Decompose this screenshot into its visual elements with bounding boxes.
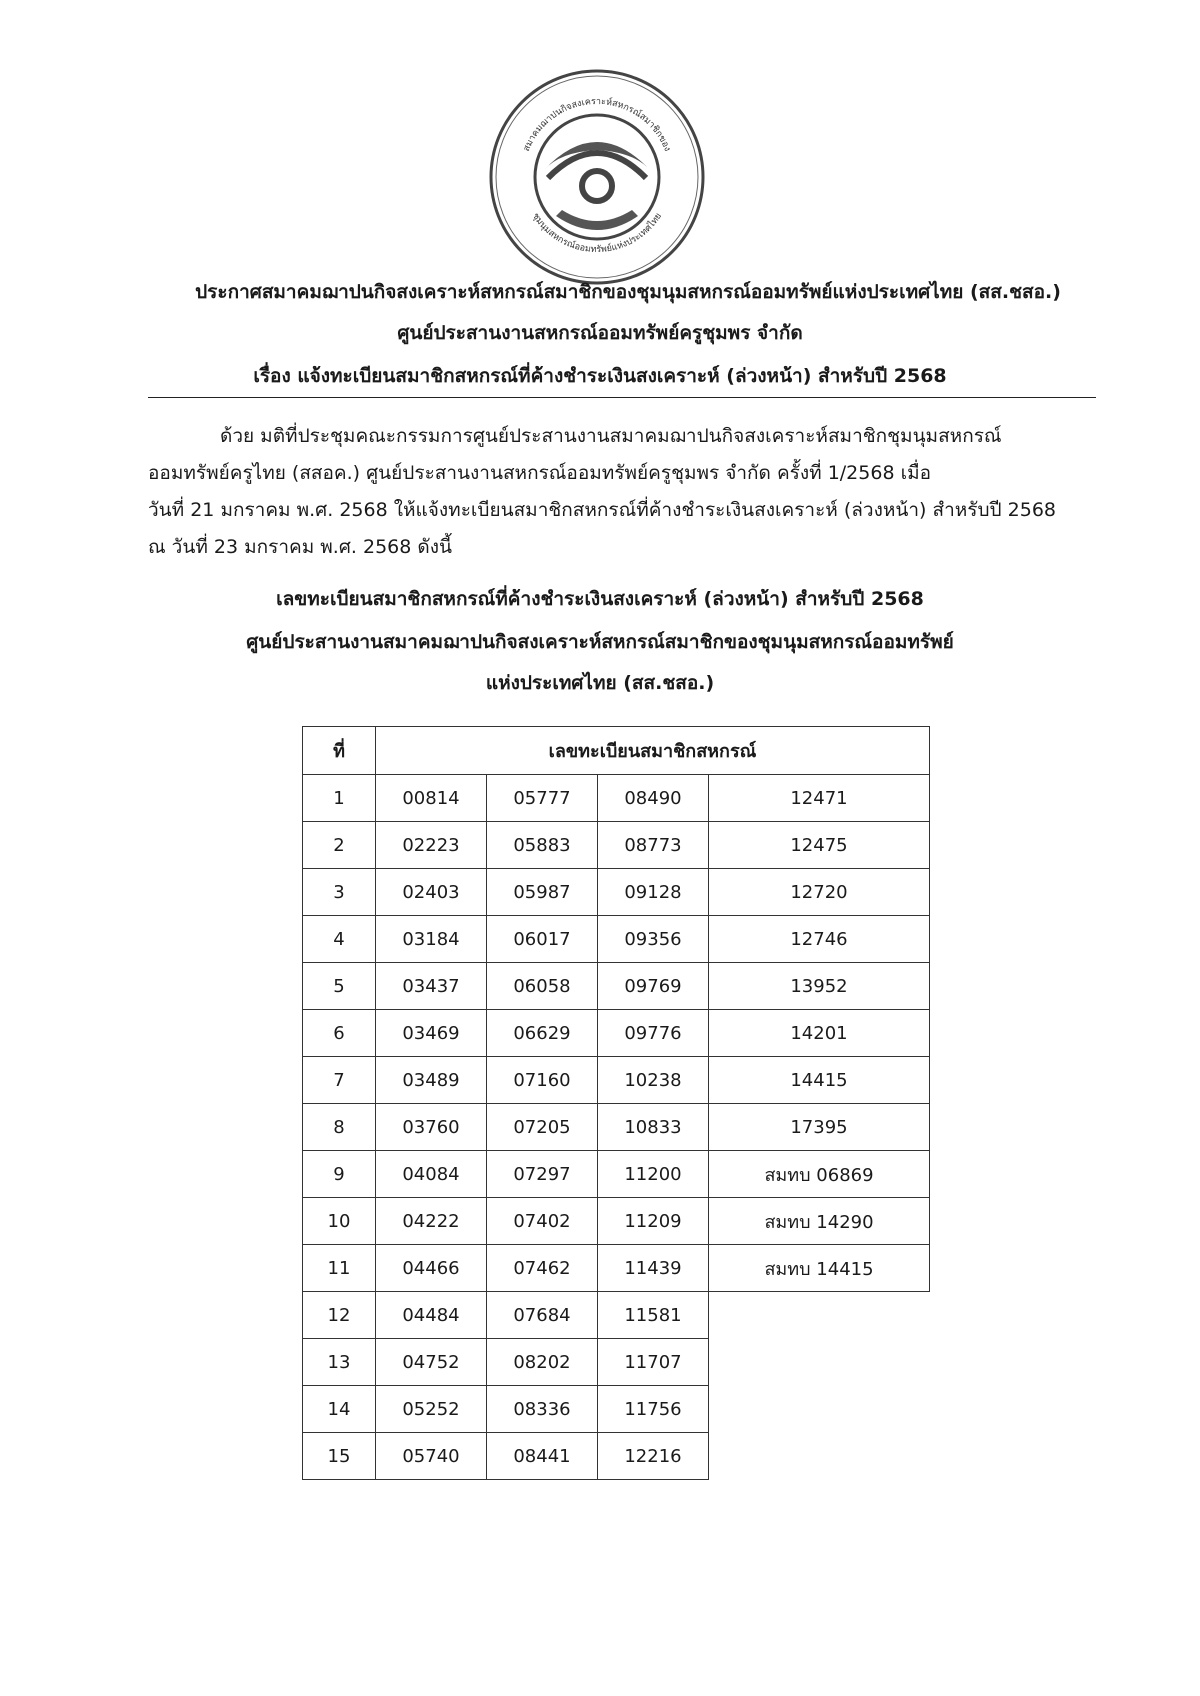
table-row xyxy=(303,1245,930,1292)
table-row xyxy=(303,1010,930,1057)
announcement-title: ประกาศสมาคมฌาปนกิจสงเคราะห์สหกรณ์สมาชิกของชุมนุมสหกรณ์ออมทรัพย์แห่งประเทศไทย (สส.ชสอ.) xyxy=(195,281,1061,303)
table-heading: แห่งประเทศไทย (สส.ชสอ.) xyxy=(485,672,715,694)
announcement-subject: เรื่อง แจ้งทะเบียนสมาชิกสหกรณ์ที่ค้างชำระเงินสงเคราะห์ (ล่วงหน้า) สำหรับปี 2568 xyxy=(253,365,947,387)
body-line: ณ วันที่ 23 มกราคม พ.ศ. 2568 ดังนี้ xyxy=(148,536,452,558)
member-id-cell: 13952 xyxy=(709,963,930,1010)
member-id-cell: 03437 xyxy=(376,963,487,1010)
member-id-cell: 07205 xyxy=(487,1104,598,1151)
header-divider xyxy=(148,397,1096,398)
member-id-cell: สมทบ 14415 xyxy=(709,1245,930,1292)
member-id-cell: 05740 xyxy=(376,1433,487,1480)
member-id-cell: 03489 xyxy=(376,1057,487,1104)
member-id-cell: 05883 xyxy=(487,822,598,869)
member-id-cell: 03469 xyxy=(376,1010,487,1057)
row-number-cell: 13 xyxy=(303,1339,376,1386)
member-id-cell: 10833 xyxy=(598,1104,709,1151)
member-id-cell: 06058 xyxy=(487,963,598,1010)
svg-text:ชุมนุมสหกรณ์ออมทรัพย์แห่งประเท: ชุมนุมสหกรณ์ออมทรัพย์แห่งประเทศไทย xyxy=(529,211,665,256)
member-id-cell: 04752 xyxy=(376,1339,487,1386)
svg-text:สมาคมฌาปนกิจสงเคราะห์สหกรณ์สมา: สมาคมฌาปนกิจสงเคราะห์สหกรณ์สมาชิกของ xyxy=(521,96,673,153)
member-id-cell: 11707 xyxy=(598,1339,709,1386)
member-id-cell: 08441 xyxy=(487,1433,598,1480)
table-row xyxy=(303,822,930,869)
table-row xyxy=(303,1151,930,1198)
table-header-row xyxy=(303,727,930,775)
member-id-cell: 07297 xyxy=(487,1151,598,1198)
member-id-cell: 09356 xyxy=(598,916,709,963)
member-id-cell: 09769 xyxy=(598,963,709,1010)
row-number-cell: 6 xyxy=(303,1010,376,1057)
announcement-office: ศูนย์ประสานงานสหกรณ์ออมทรัพย์ครูชุมพร จำกัด xyxy=(397,322,803,344)
member-id-cell: 07402 xyxy=(487,1198,598,1245)
row-number-cell: 4 xyxy=(303,916,376,963)
row-number-cell: 11 xyxy=(303,1245,376,1292)
member-id-cell: 11439 xyxy=(598,1245,709,1292)
table-row xyxy=(303,1198,930,1245)
member-id-cell: 08202 xyxy=(487,1339,598,1386)
member-id-cell xyxy=(709,1386,930,1433)
member-id-cell: 09128 xyxy=(598,869,709,916)
member-id-cell: 02223 xyxy=(376,822,487,869)
member-id-cell: 14415 xyxy=(709,1057,930,1104)
member-id-cell: 12720 xyxy=(709,869,930,916)
row-number-cell: 10 xyxy=(303,1198,376,1245)
member-id-cell: 08336 xyxy=(487,1386,598,1433)
body-line: ออมทรัพย์ครูไทย (สสอค.) ศูนย์ประสานงานสหกรณ์ออมทรัพย์ครูชุมพร จำกัด ครั้งที่ 1/2568 เมื่อ xyxy=(148,462,932,484)
table-heading: ศูนย์ประสานงานสมาคมฌาปนกิจสงเคราะห์สหกรณ์สมาชิกของชุมนุมสหกรณ์ออมทรัพย์ xyxy=(246,631,954,653)
member-id-cell: 08490 xyxy=(598,775,709,822)
association-seal-logo xyxy=(486,66,708,288)
table-row xyxy=(303,1386,930,1433)
member-id-cell: สมทบ 06869 xyxy=(709,1151,930,1198)
member-id-cell: 07462 xyxy=(487,1245,598,1292)
member-id-cell: 17395 xyxy=(709,1104,930,1151)
table-row xyxy=(303,869,930,916)
row-number-cell: 15 xyxy=(303,1433,376,1480)
table-row xyxy=(303,1433,930,1480)
member-registry-table xyxy=(302,726,930,1480)
row-number-cell: 3 xyxy=(303,869,376,916)
announcement-body xyxy=(148,418,1080,566)
member-id-cell: 00814 xyxy=(376,775,487,822)
member-id-cell: สมทบ 14290 xyxy=(709,1198,930,1245)
member-id-cell: 11756 xyxy=(598,1386,709,1433)
member-id-cell xyxy=(709,1339,930,1386)
member-id-cell: 12216 xyxy=(598,1433,709,1480)
member-id-cell: 14201 xyxy=(709,1010,930,1057)
member-id-cell: 07684 xyxy=(487,1292,598,1339)
member-id-cell: 10238 xyxy=(598,1057,709,1104)
member-id-cell: 04484 xyxy=(376,1292,487,1339)
member-id-cell: 07160 xyxy=(487,1057,598,1104)
member-id-cell xyxy=(709,1292,930,1339)
row-number-cell: 14 xyxy=(303,1386,376,1433)
member-id-cell xyxy=(709,1433,930,1480)
row-number-cell: 1 xyxy=(303,775,376,822)
member-id-cell: 02403 xyxy=(376,869,487,916)
member-id-cell: 05987 xyxy=(487,869,598,916)
header-member-ids: เลขทะเบียนสมาชิกสหกรณ์ xyxy=(376,727,930,775)
header-no: ที่ xyxy=(303,727,376,775)
table-row xyxy=(303,963,930,1010)
row-number-cell: 8 xyxy=(303,1104,376,1151)
row-number-cell: 7 xyxy=(303,1057,376,1104)
member-id-cell: 04084 xyxy=(376,1151,487,1198)
body-line: ด้วย มติที่ประชุมคณะกรรมการศูนย์ประสานงานสมาคมฌาปนกิจสงเคราะห์สมาชิกชุมนุมสหกรณ์ xyxy=(220,425,1002,447)
member-id-cell: 05777 xyxy=(487,775,598,822)
member-id-cell: 12475 xyxy=(709,822,930,869)
row-number-cell: 5 xyxy=(303,963,376,1010)
member-id-cell: 03184 xyxy=(376,916,487,963)
row-number-cell: 12 xyxy=(303,1292,376,1339)
body-line: วันที่ 21 มกราคม พ.ศ. 2568 ให้แจ้งทะเบียนสมาชิกสหกรณ์ที่ค้างชำระเงินสงเคราะห์ (ล่วงหน้า) สำหรับปี 2568 xyxy=(148,499,1057,521)
table-row xyxy=(303,775,930,822)
member-id-cell: 08773 xyxy=(598,822,709,869)
table-row xyxy=(303,916,930,963)
member-id-cell: 09776 xyxy=(598,1010,709,1057)
member-id-cell: 12746 xyxy=(709,916,930,963)
member-id-cell: 04222 xyxy=(376,1198,487,1245)
member-id-cell: 11581 xyxy=(598,1292,709,1339)
member-id-cell: 03760 xyxy=(376,1104,487,1151)
table-row xyxy=(303,1057,930,1104)
table-row xyxy=(303,1292,930,1339)
row-number-cell: 2 xyxy=(303,822,376,869)
member-id-cell: 06629 xyxy=(487,1010,598,1057)
table-row xyxy=(303,1339,930,1386)
member-id-cell: 04466 xyxy=(376,1245,487,1292)
member-id-cell: 12471 xyxy=(709,775,930,822)
member-id-cell: 11200 xyxy=(598,1151,709,1198)
table-heading: เลขทะเบียนสมาชิกสหกรณ์ที่ค้างชำระเงินสงเคราะห์ (ล่วงหน้า) สำหรับปี 2568 xyxy=(276,588,924,610)
table-row xyxy=(303,1104,930,1151)
member-id-cell: 05252 xyxy=(376,1386,487,1433)
row-number-cell: 9 xyxy=(303,1151,376,1198)
member-id-cell: 06017 xyxy=(487,916,598,963)
member-id-cell: 11209 xyxy=(598,1198,709,1245)
